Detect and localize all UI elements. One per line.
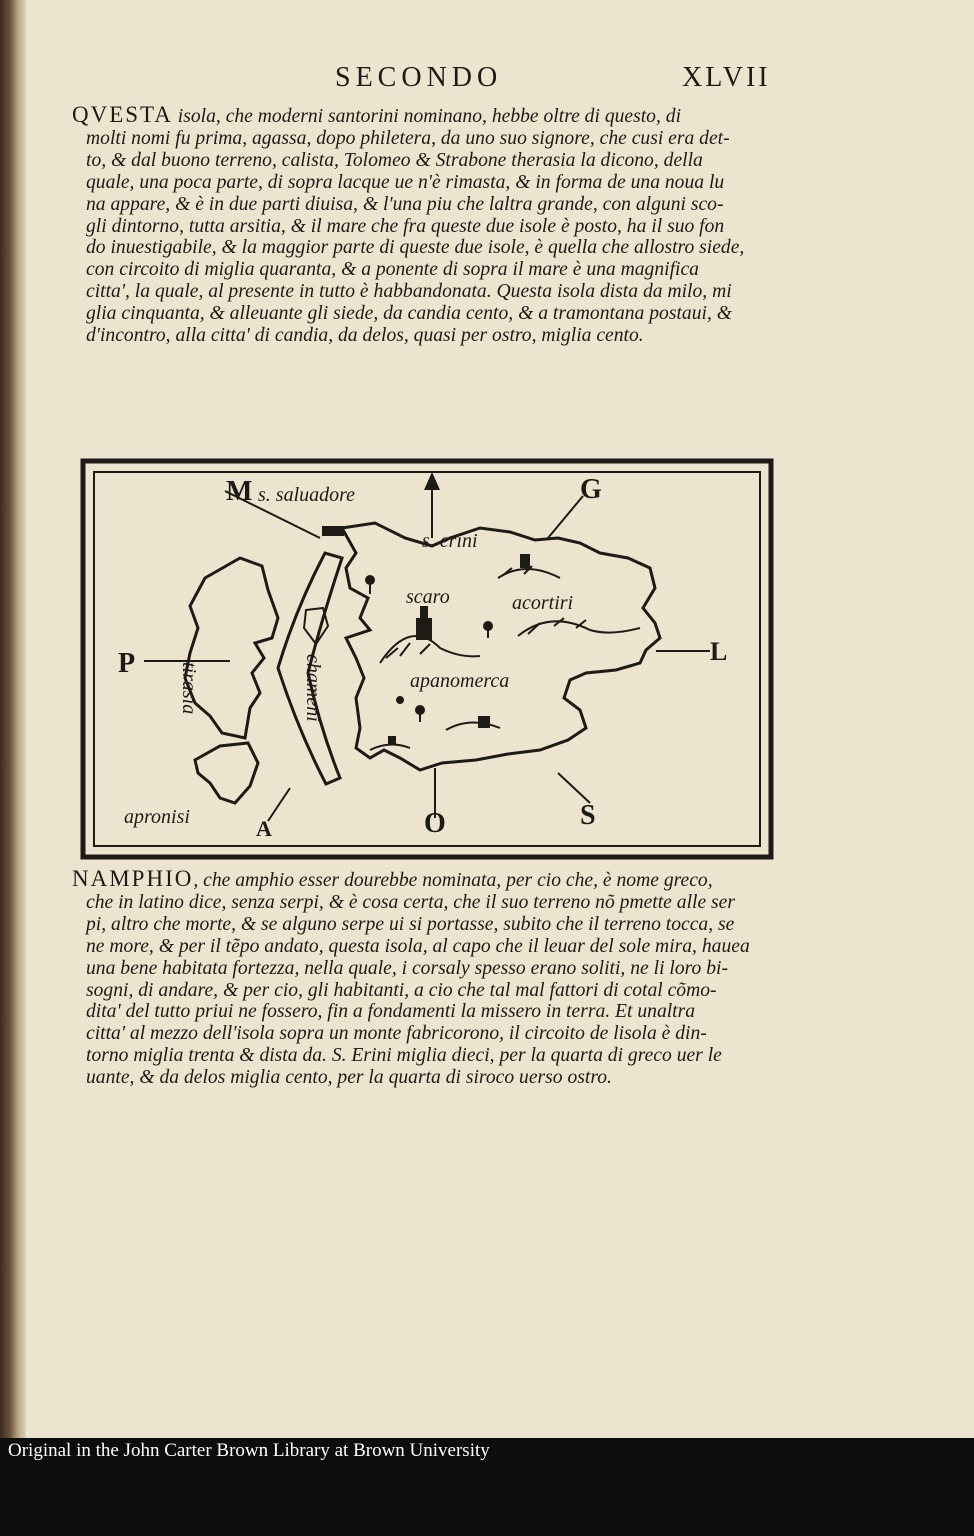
text-line: gli dintorno, tutta arsitia, & il mare che fra queste due isole è posto, ha il suo fon xyxy=(86,215,725,237)
compass-east-letter: L xyxy=(710,637,728,666)
paragraph-lead: QVESTA xyxy=(72,102,173,127)
fortress-icon xyxy=(416,618,432,640)
text-line: NAMPHIO, che amphio esser dourebbe nominata, per cio che, è nome greco, xyxy=(72,866,713,891)
church-icon xyxy=(322,526,344,536)
text-line: torno miglia trenta & dista da. S. Erini miglia dieci, per la quarta di greco uer le xyxy=(86,1045,722,1067)
library-credit: Original in the John Carter Brown Library at Brown University xyxy=(8,1440,490,1461)
text-line: ne more, & per il tẽpo andato, questa isola, al capo che il leuar del sole mira, hauea xyxy=(86,935,750,957)
compass-northeast-letter: G xyxy=(580,474,602,505)
text-line: citta', la quale, al presente in tutto è habbandonata. Questa isola dista da milo, mi xyxy=(86,281,732,303)
north-arrow-icon xyxy=(424,472,440,490)
map-outer-frame xyxy=(83,461,771,857)
tower-icon xyxy=(520,554,530,568)
text-line: che in latino dice, senza serpi, & è cosa certa, che il suo terreno nõ pmette alle ser xyxy=(86,891,735,913)
compass-north-letter: M xyxy=(226,476,253,507)
text-line: una bene habitata fortezza, nella quale, i corsaly spesso erano soliti, ne li loro bi- xyxy=(86,957,729,979)
apronisi-island xyxy=(195,743,258,803)
running-head: SECONDO xyxy=(335,62,503,93)
text-line: con circoito di miglia quaranta, & a ponente di sopra il mare è una magnifica xyxy=(86,259,699,281)
paragraph-lead: NAMPHIO xyxy=(72,866,194,891)
text-line: to, & dal buono terreno, calista, Tolomeo & Strabone therasia la dicono, della xyxy=(86,149,703,171)
text-line: quale, una poca parte, di sopra lacque ue n'è rimasta, & in forma de una noua lu xyxy=(86,171,725,193)
text-line: citta' al mezzo dell'isola sopra un monte fabricorono, il circoito de lisola è din- xyxy=(86,1023,707,1045)
paragraph-namphio xyxy=(72,868,802,1089)
text-line: uante, & da delos miglia cento, per la quarta di siroco uerso ostro. xyxy=(86,1067,612,1089)
compass-south-letter: O xyxy=(424,808,446,839)
map-woodcut xyxy=(80,458,774,860)
library-credit-bar xyxy=(0,1438,974,1536)
santorini-main-island xyxy=(342,523,660,770)
label-apanomerca: apanomerca xyxy=(410,670,510,692)
page-header xyxy=(0,62,974,102)
text-line: do inuestigabile, & la maggior parte di queste due isole, è quella che allostro siede, xyxy=(86,237,745,259)
text-line: molti nomi fu prima, agassa, dopo philetera, da uno suo signore, che cusi era det- xyxy=(86,127,730,149)
book-binding xyxy=(0,0,26,1438)
tower-icon xyxy=(388,736,396,744)
santorini-map xyxy=(80,458,774,860)
label-therasia: tirasia xyxy=(178,662,200,715)
tower-icon xyxy=(478,716,490,728)
compass-southeast-letter: S xyxy=(580,800,596,831)
label-scaro: scaro xyxy=(406,586,450,608)
folio-number: XLVII xyxy=(682,62,771,93)
compass-southwest-letter: A xyxy=(256,816,272,841)
text-line: glia cinquanta, & alleuante gli siede, da candia cento, & a tramontana postaui, & xyxy=(86,303,732,325)
label-s-erini: s. erini xyxy=(422,530,478,552)
compass-west-letter: P xyxy=(118,648,136,679)
paragraph-santorini xyxy=(72,104,802,347)
text-line: dita' del tutto priui ne fossero, fin a fondamenti la missero in terra. Et unaltra xyxy=(86,1001,696,1023)
text-line: na appare, & è in due parti diuisa, & l'una piu che laltra grande, con alguni sco- xyxy=(86,193,724,215)
text-line: pi, altro che morte, & se alguno serpe ui si portasse, subito che il terreno tocca, se xyxy=(86,913,735,935)
label-apronisi: apronisi xyxy=(124,806,190,828)
text-line: sogni, di andare, & per cio, gli habitanti, a cio che tal mal fattori di cotal cõmo- xyxy=(86,979,717,1001)
label-acortiri: acortiri xyxy=(512,592,574,614)
label-s-saluadore: s. saluadore xyxy=(258,484,356,506)
map-inner-frame xyxy=(94,472,760,846)
label-chameni: chameni xyxy=(302,654,324,722)
text-line: QVESTA isola, che moderni santorini nominano, hebbe oltre di questo, di xyxy=(72,102,682,127)
text-line: d'incontro, alla citta' di candia, da delos, quasi per ostro, miglia cento. xyxy=(86,325,644,347)
